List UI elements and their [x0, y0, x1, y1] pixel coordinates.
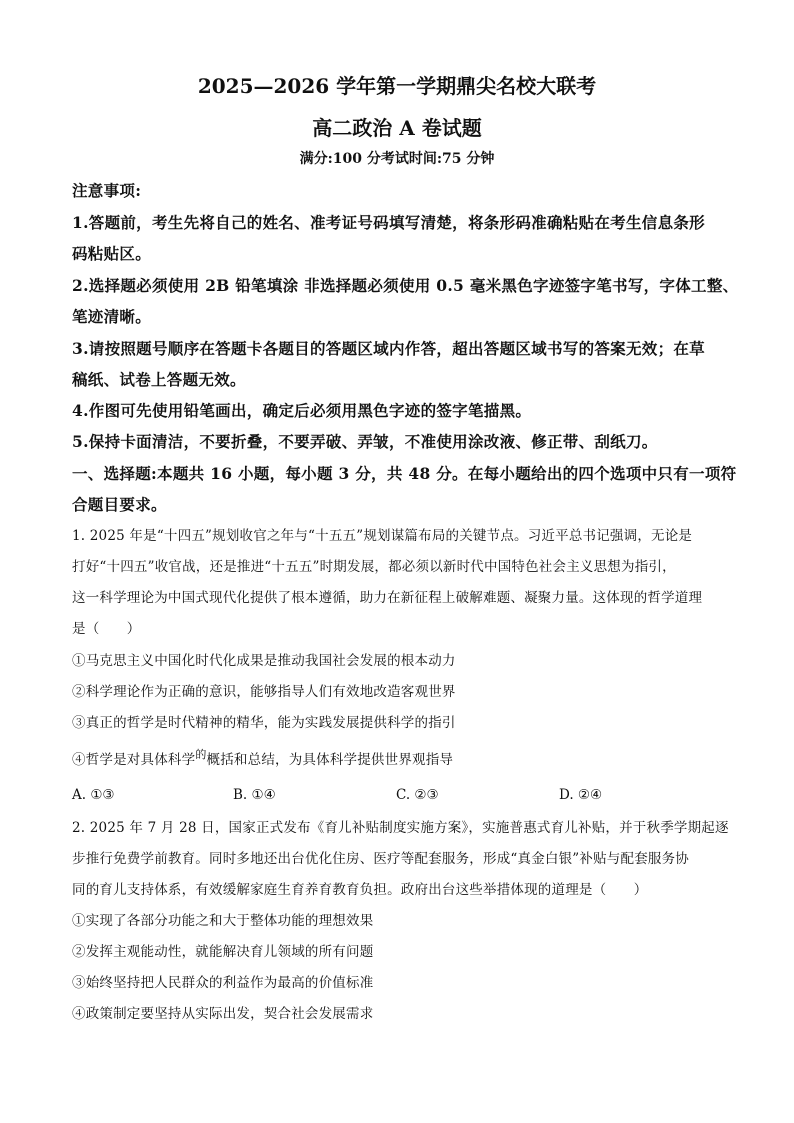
q1-stem-line: 这一科学理论为中国式现代化提供了根本遵循，助力在新征程上破解难题、凝聚力量。这体现的哲学道理: [72, 590, 703, 606]
note-line: 2.选择题必须使用 2B 铅笔填涂 非选择题必须使用 0.5 毫米黑色字迹签字笔书写，字体工整、: [72, 276, 739, 295]
q1-statement-4-part2: 概括和总结，为具体科学提供世界观指导: [206, 752, 454, 768]
q1-option-a: A. ①③: [72, 787, 115, 803]
note-line: 笔迹清晰。: [72, 307, 152, 326]
section-heading: 合题目要求。: [72, 495, 167, 514]
note-line: 4.作图可先使用铅笔画出，确定后必须用黑色字迹的签字笔描黑。: [72, 401, 532, 420]
q2-stem-line: 同的育儿支持体系，有效缓解家庭生育养育教育负担。政府出台这些举措体现的道理是（ ）: [72, 882, 648, 898]
q1-stem-line: 是（ ）: [72, 621, 141, 637]
q1-statement: ③真正的哲学是时代精神的精华，能为实践发展提供科学的指引: [72, 715, 456, 731]
q2-statement: ④政策制定要坚持从实际出发，契合社会发展需求: [72, 1006, 374, 1022]
notes-heading: 注意事项:: [72, 181, 142, 200]
note-line: 码粘贴区。: [72, 244, 152, 263]
score-time-info: 满分:100 分考试时间:75 分钟: [299, 151, 495, 167]
q1-statement: ②科学理论作为正确的意识，能够指导人们有效地改造客观世界: [72, 684, 456, 700]
q1-stem-line: 1. 2025 年是“十四五”规划收官之年与“十五五”规划谋篇布局的关键节点。习近平总书记强调，无论是: [72, 528, 693, 544]
q1-statement-4-small: 的: [195, 748, 207, 761]
q1-statement-4-part1: ④哲学是对具体科学: [72, 752, 196, 768]
q2-stem-line: 2. 2025 年 7 月 28 日，国家正式发布《育儿补贴制度实施方案》，实施普惠式育儿补贴，并于秋季学期起逐: [72, 820, 729, 836]
note-line: 稿纸、试卷上答题无效。: [72, 370, 246, 389]
q1-option-b: B. ①④: [233, 787, 276, 803]
q2-statement: ③始终坚持把人民群众的利益作为最高的价值标准: [72, 975, 374, 991]
q1-statement-4: [72, 748, 732, 770]
note-line: 1.答题前，考生先将自己的姓名、准考证号码填写清楚，将条形码准确粘贴在考生信息条形: [72, 213, 705, 232]
q2-statement: ②发挥主观能动性，就能解决育儿领域的所有问题: [72, 944, 374, 960]
note-line: 3.请按照题号顺序在答题卡各题目的答题区域内作答，超出答题区域书写的答案无效；在草: [72, 339, 705, 358]
subject-title: 高二政治 A 卷试题: [312, 116, 482, 140]
q1-stem-line: 打好“十四五”收官战，还是推进“十五五”时期发展，都必须以新时代中国特色社会主义思想为指引，: [72, 559, 676, 575]
exam-title: 2025—2026 学年第一学期鼎尖名校大联考: [197, 74, 597, 98]
note-line: 5.保持卡面清洁，不要折叠，不要弄破、弄皱，不准使用涂改液、修正带、刮纸刀。: [72, 432, 658, 451]
q1-option-c: C. ②③: [396, 787, 439, 803]
q2-statement: ①实现了各部分功能之和大于整体功能的理想效果: [72, 913, 374, 929]
q1-option-d: D. ②④: [559, 787, 603, 803]
section-heading: 一、选择题:本题共 16 小题，每小题 3 分，共 48 分。在每小题给出的四个选项中只有一项符: [72, 464, 737, 483]
q2-stem-line: 步推行免费学前教育。同时多地还出台优化住房、医疗等配套服务，形成“真金白银”补贴与配套服务协: [72, 851, 690, 867]
q1-statement: ①马克思主义中国化时代化成果是推动我国社会发展的根本动力: [72, 653, 456, 669]
